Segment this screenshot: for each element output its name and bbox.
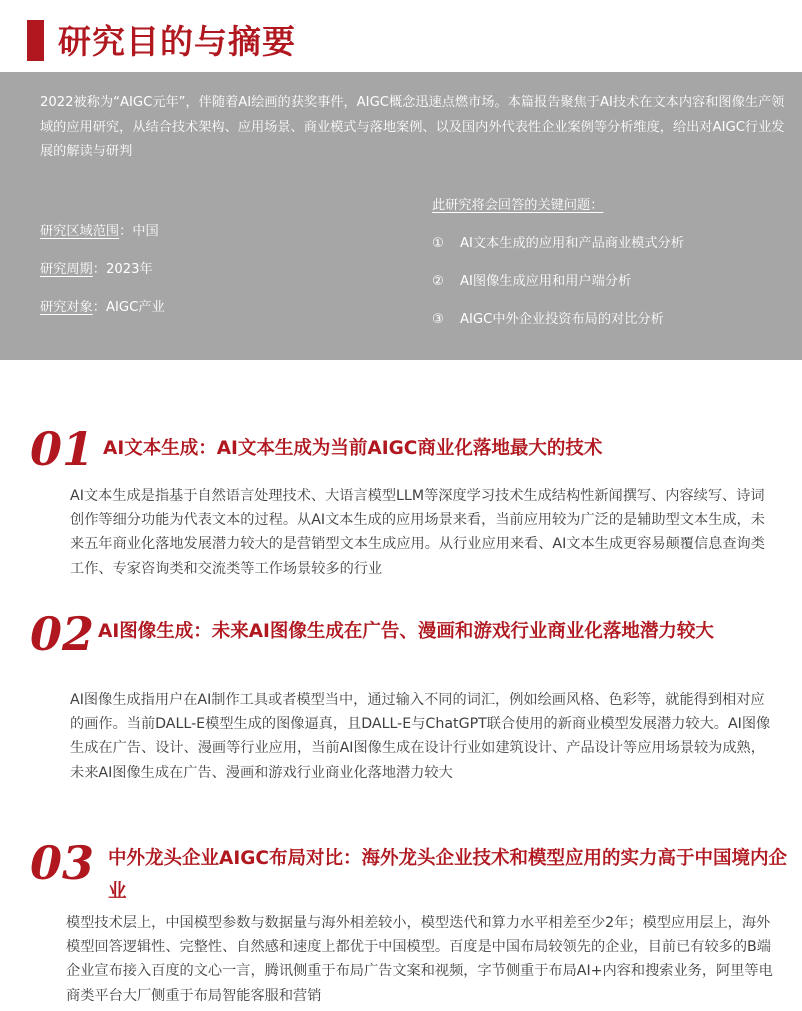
- scope-key: 研究对象: [40, 300, 93, 315]
- scope-key: 研究周期: [40, 262, 93, 277]
- question-text: AI文本生成的应用和产品商业模式分析: [460, 236, 684, 251]
- scope-separator: ：: [92, 300, 106, 315]
- scope-subject: [40, 296, 165, 334]
- scope-value: 中国: [132, 224, 159, 239]
- question-text: AI图像生成应用和用户端分析: [460, 274, 632, 289]
- header-bar: [0, 0, 802, 72]
- question-item: [432, 270, 684, 308]
- summary-panel: [0, 72, 802, 360]
- page-title: 研究目的与摘要: [58, 22, 296, 61]
- title-accent-bar: [27, 20, 44, 61]
- questions-heading: 此研究将会回答的关键问题：: [432, 198, 604, 213]
- section-title: AI图像生成：未来AI图像生成在广告、漫画和游戏行业商业化落地潜力较大: [98, 621, 714, 642]
- question-item: [432, 232, 684, 270]
- scope-period: [40, 258, 165, 296]
- scope-separator: ：: [92, 262, 106, 277]
- research-scope-list: [40, 220, 165, 334]
- question-text: AIGC中外企业投资布局的对比分析: [460, 312, 664, 327]
- section-number: 02: [30, 607, 95, 661]
- section-body: 模型技术层上，中国模型参数与数据量与海外相差较小，模型迭代和算力水平相差至少2年；模型应用层上，海外模型回答逻辑性、完整性、自然感和速度上都优于中国模型。百度是中国布局较领先的企业，目前已有较多的B端企业宣布接入百度的文心一言，腾讯侧重于布局广告文案和视频，字节侧重于布局AI+内容和搜索业务，阿里等电商类平台大厂侧重于布局智能客服和营销: [66, 915, 773, 1004]
- section-title: 中外龙头企业AIGC布局对比：海外龙头企业技术和模型应用的实力高于中国境内企业: [108, 848, 787, 902]
- section-body: AI文本生成是指基于自然语言处理技术、大语言模型LLM等深度学习技术生成结构性新闻撰写、内容续写、诗词创作等细分功能为代表文本的过程。从AI文本生成的应用场景来看，当前应用较为广泛的是辅助型文本生成，未来五年商业化落地发展潜力较大的是营销型文本生成应用。从行业应用来看、AI文本生成更容易颠覆信息查询类工作、专家咨询类和交流类等工作场景较多的行业: [70, 488, 765, 577]
- scope-separator: ：: [119, 224, 133, 239]
- section-number: 01: [30, 422, 95, 476]
- scope-value: AIGC产业: [105, 300, 165, 315]
- section-title: AI文本生成：AI文本生成为当前AIGC商业化落地最大的技术: [103, 438, 603, 459]
- section-number: 03: [30, 836, 95, 890]
- scope-region: [40, 220, 165, 258]
- scope-value: 2023年: [105, 262, 153, 277]
- section-body: AI图像生成指用户在AI制作工具或者模型当中，通过输入不同的词汇，例如绘画风格、色彩等，就能得到相对应的画作。当前DALL-E模型生成的图像逼真，且DALL-E与ChatGPT联合使用的新商业模型发展潜力较大。AI图像生成在广告、设计、漫画等行业应用，当前AI图像生成在设计行业如建筑设计、产品设计等应用场景较为成熟，未来AI图像生成在广告、漫画和游戏行业商业化落地潜力较大: [70, 692, 771, 781]
- question-number: ②: [432, 274, 444, 289]
- question-number: ①: [432, 236, 444, 251]
- question-number: ③: [432, 312, 444, 327]
- scope-key: 研究区域范围: [40, 224, 120, 239]
- question-item: [432, 308, 684, 346]
- key-questions: [432, 194, 684, 346]
- summary-intro: 2022被称为“AIGC元年”，伴随着AI绘画的获奖事件，AIGC概念迅速点燃市场。本篇报告聚焦于AI技术在文本内容和图像生产领域的应用研究，从结合技术架构、应用场景、商业模式与落地案例、以及国内外代表性企业案例等分析维度，给出对AIGC行业发展的解读与研判: [40, 95, 785, 159]
